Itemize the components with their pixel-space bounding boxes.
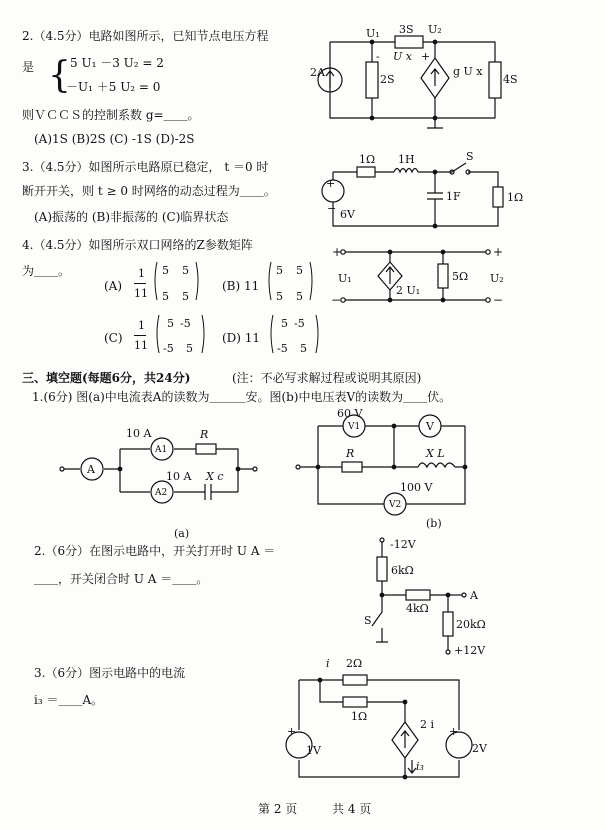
q3-fig-c: 1F — [446, 190, 461, 203]
q3-fig-r1: 1Ω — [359, 153, 376, 166]
q4-a-m21: 5 — [162, 290, 169, 303]
f2-r20: 20kΩ — [456, 618, 486, 631]
q2-fig-gux: g U x — [453, 65, 483, 78]
q4-opt-d: (D) 11 — [222, 331, 261, 345]
f1b-v1: V1 — [348, 422, 361, 432]
f2-r4: 4kΩ — [406, 602, 429, 615]
q2-eq2: －U₁ ＋5 U₂ = 0 — [66, 80, 161, 94]
q2-fig-u1: U₁ — [366, 27, 380, 40]
q4-b-m12: 5 — [296, 264, 303, 277]
q4-c-m22: 5 — [186, 342, 193, 355]
q3-fig-s: S — [466, 150, 474, 163]
f3-circuit — [286, 657, 488, 779]
q4-b-m21: 5 — [276, 290, 283, 303]
q2-stem: 2.（4.5分）电路如图所示，已知节点电压方程 — [22, 29, 269, 43]
q4-opt-c: (C) — [104, 331, 123, 345]
q4-fig-u1: U₁ — [338, 272, 352, 285]
footer-page: 第 2 页 — [258, 802, 298, 816]
svg-text:+: + — [332, 245, 343, 259]
f1b-circuit — [296, 407, 467, 530]
q2-fig-u2: U₂ — [428, 23, 442, 36]
q2-fig-4s: 4S — [503, 73, 518, 86]
q4-c-m21: -5 — [163, 342, 174, 355]
svg-text:+: + — [287, 725, 297, 738]
q4-a-den: 11 — [134, 287, 148, 300]
q2-fig-plus: + — [421, 50, 431, 63]
q4-matrix-brackets — [155, 262, 318, 353]
q4-fig-u2: U₂ — [490, 272, 504, 285]
f1a-r: R — [200, 428, 209, 441]
q4-opt-b: (B) 11 — [222, 279, 260, 293]
f2-vneg: -12V — [390, 538, 416, 551]
svg-text:+: + — [449, 725, 459, 738]
svg-text:+: + — [493, 245, 504, 259]
q4-opt-a: (A) — [104, 279, 123, 293]
f1b-60v: 60 V — [337, 407, 363, 420]
q2-fig-2a: 2A — [310, 66, 325, 79]
f3-v1: 1V — [306, 744, 321, 757]
q2-options: (A)1S (B)2S (C) -1S (D)-2S — [34, 132, 195, 146]
q2-fig-2s: 2S — [380, 73, 395, 86]
section3-title: 三、填空题(每题6分，共24分) — [22, 371, 191, 385]
q3-fig-r2: 1Ω — [507, 191, 524, 204]
q4-d-m11: 5 — [281, 317, 288, 330]
f1b-r: R — [346, 447, 355, 460]
q4-a-num: 1 — [138, 267, 145, 280]
q3-line2: 断开开关，则 t ≥ 0 时网络的动态过程为＿＿。 — [22, 184, 276, 198]
svg-text:−: − — [331, 293, 342, 307]
q4-circuit — [331, 245, 504, 307]
q2-shi: 是 — [22, 60, 35, 74]
svg-text:−: − — [327, 202, 337, 215]
q4-d-m12: -5 — [294, 317, 305, 330]
f3-dep: 2 i — [420, 718, 435, 731]
f3-i3: i₃ — [416, 760, 424, 773]
f1b-caption: (b) — [426, 517, 442, 530]
q4-c-den: 11 — [134, 339, 148, 352]
f1a-ammeter-a1: A1 — [155, 445, 168, 455]
f3-line2: i₃ ＝＿＿A。 — [34, 693, 104, 707]
f1a-ammeter-a: A — [87, 463, 95, 476]
f1b-100v: 100 V — [400, 481, 433, 494]
q2-fig-minus: - — [376, 50, 380, 63]
q2-fig-ux: U x — [393, 50, 412, 63]
f1a-i1: 10 A — [126, 427, 152, 440]
footer-total: 共 4 页 — [332, 802, 372, 816]
f1b-xl: X L — [426, 447, 445, 460]
section3-note: (注：不必写求解过程或说明其原因) — [232, 371, 422, 385]
q4-stem: 4.（4.5分）如图所示双口网络的Z参数矩阵 — [22, 238, 253, 252]
f2-line2: ＿＿，开关闭合时 U A ＝＿＿。 — [34, 572, 209, 586]
q4-c-m11: 5 — [167, 317, 174, 330]
f3-v2: 2V — [472, 742, 487, 755]
f1a-i2: 10 A — [166, 470, 192, 483]
q4-a-m11: 5 — [162, 264, 169, 277]
q4-a-m22: 5 — [182, 290, 189, 303]
q4-b-m11: 5 — [276, 264, 283, 277]
f3-i: i — [326, 657, 330, 670]
q4-d-m21: -5 — [277, 342, 288, 355]
f2-s: S — [364, 614, 372, 627]
f2-stem: 2.（6分）在图示电路中，开关打开时 U A ＝ — [34, 544, 276, 558]
f3-r2: 2Ω — [346, 657, 363, 670]
q2-ask: 则ＶＣＣＳ的控制系数 g=＿＿。 — [22, 108, 200, 122]
f2-circuit — [364, 538, 486, 657]
f1a-xc: X c — [206, 470, 224, 483]
q3-options: (A)振荡的 (B)非振荡的 (C)临界状态 — [34, 210, 229, 224]
f2-r6: 6kΩ — [391, 564, 414, 577]
q4-fig-r: 5Ω — [452, 270, 469, 283]
q4-c-num: 1 — [138, 319, 145, 332]
f3-r1: 1Ω — [351, 710, 368, 723]
q4-d-m22: 5 — [300, 342, 307, 355]
q4-a-m12: 5 — [182, 264, 189, 277]
q3-circuit — [322, 150, 523, 228]
f1b-v2: V2 — [389, 500, 402, 510]
f1a-circuit — [60, 427, 257, 540]
q2-circuit — [310, 23, 518, 128]
f1a-ammeter-a2: A2 — [155, 488, 168, 498]
f1a-caption: (a) — [174, 527, 190, 540]
q3-fig-l: 1H — [398, 153, 415, 166]
f3-stem: 3.（6分）图示电路中的电流 — [34, 666, 186, 680]
svg-text:+: + — [326, 177, 336, 190]
q2-eq1: 5 U₁ －3 U₂ = 2 — [70, 56, 164, 70]
q4-b-m22: 5 — [296, 290, 303, 303]
q4-fig-dep: 2 U₁ — [396, 284, 421, 297]
q4-line2: 为＿＿。 — [22, 264, 71, 278]
svg-text:−: − — [493, 293, 504, 307]
f2-vpos: +12V — [454, 644, 486, 657]
q2-brace: { — [48, 55, 71, 96]
f2-a: A — [470, 589, 478, 602]
q3-stem: 3.（4.5分）如图所示电路原已稳定， t ＝0 时 — [22, 160, 269, 174]
q4-c-m12: -5 — [180, 317, 191, 330]
f1-stem: 1.(6分) 图(a)中电流表A的读数为＿＿＿安。图(b)中电压表V的读数为＿＿伏。 — [32, 390, 452, 404]
q3-fig-v: 6V — [340, 208, 355, 221]
f1b-v: V — [426, 420, 434, 433]
q2-fig-3s: 3S — [399, 23, 414, 36]
